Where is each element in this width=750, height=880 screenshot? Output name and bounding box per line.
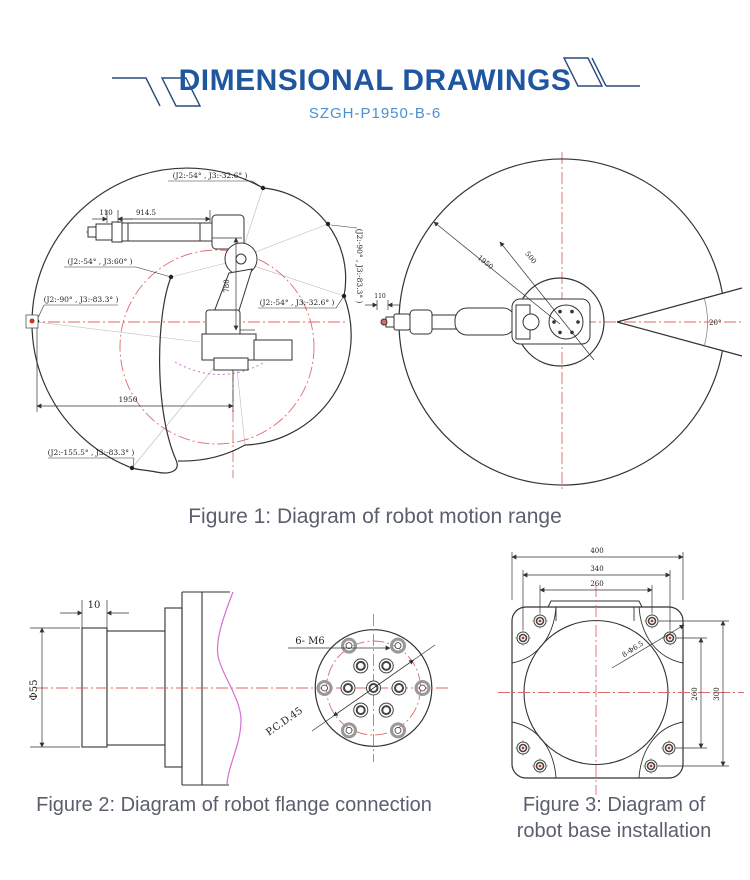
side-view-envelope: [32, 168, 351, 473]
dim-flange-diameter: Φ55: [29, 679, 40, 701]
figure1-caption: Figure 1: Diagram of robot motion range: [188, 505, 562, 528]
figure3-caption: [492, 792, 736, 844]
robot-side-view: [88, 215, 292, 370]
dim-base-width-outer: 400: [590, 547, 604, 555]
figure1-drawing: [0, 145, 750, 500]
dim-wrist-top: 110: [374, 293, 386, 300]
label-bolt-spec: 6- M6: [295, 636, 325, 647]
side-view-centerlines: [28, 232, 348, 478]
robot-top-view: [381, 299, 590, 344]
flange-side-profile: [82, 592, 230, 785]
dim-base-width-inner: 260: [590, 580, 604, 588]
base-plate: [512, 601, 683, 778]
page-subtitle: SZGH-P1950-B-6: [308, 105, 442, 122]
dim-height-side: 780: [223, 279, 231, 293]
dim-wedge-angle: 20°: [709, 319, 722, 327]
dim-base-width-mid: 340: [590, 565, 604, 573]
dim-inner-zone-top: 500: [523, 250, 538, 266]
dim-reach-side: 1950: [118, 395, 138, 404]
break-line: [217, 592, 241, 785]
figure2-caption: Figure 2: Diagram of robot flange connection: [36, 794, 432, 816]
dim-base-height-inner: 260: [691, 687, 699, 701]
angle-label-right: (J2:-54° , J3:-32.6° ): [259, 298, 335, 307]
dim-wrist-side: 110: [99, 209, 113, 217]
page-title: DIMENSIONAL DRAWINGS: [178, 64, 572, 97]
angle-label-left: (J2:-90° , J3:-83.3° ): [43, 295, 119, 304]
label-pitch-circle: P.C.D.45: [264, 705, 305, 739]
angle-label-top: (J2:-54° , J3:-32.6° ): [172, 171, 248, 180]
figure3-caption-line1: Figure 3: Diagram of: [522, 794, 706, 816]
label-base-hole-spec: 8-Φ6.5: [620, 639, 646, 660]
angle-label-upper-left: (J2:-54° , J3:60° ): [67, 257, 133, 266]
angle-label-right-vertical: (J2:-90° , J3:-83.3° ): [355, 228, 364, 304]
dim-base-height-outer: 300: [713, 687, 721, 701]
dim-forearm-side: 914.5: [135, 209, 157, 217]
dim-reach-top: 1950: [475, 253, 495, 272]
angle-label-bottom: (J2:-155.5° , J3:-83.3° ): [47, 448, 135, 457]
figure3-caption-line2: robot base installation: [516, 820, 712, 842]
dim-flange-thickness: 10: [87, 600, 101, 611]
figure2-figure3-drawing: [0, 540, 750, 796]
wrist-icon-left-limit: [26, 315, 38, 328]
